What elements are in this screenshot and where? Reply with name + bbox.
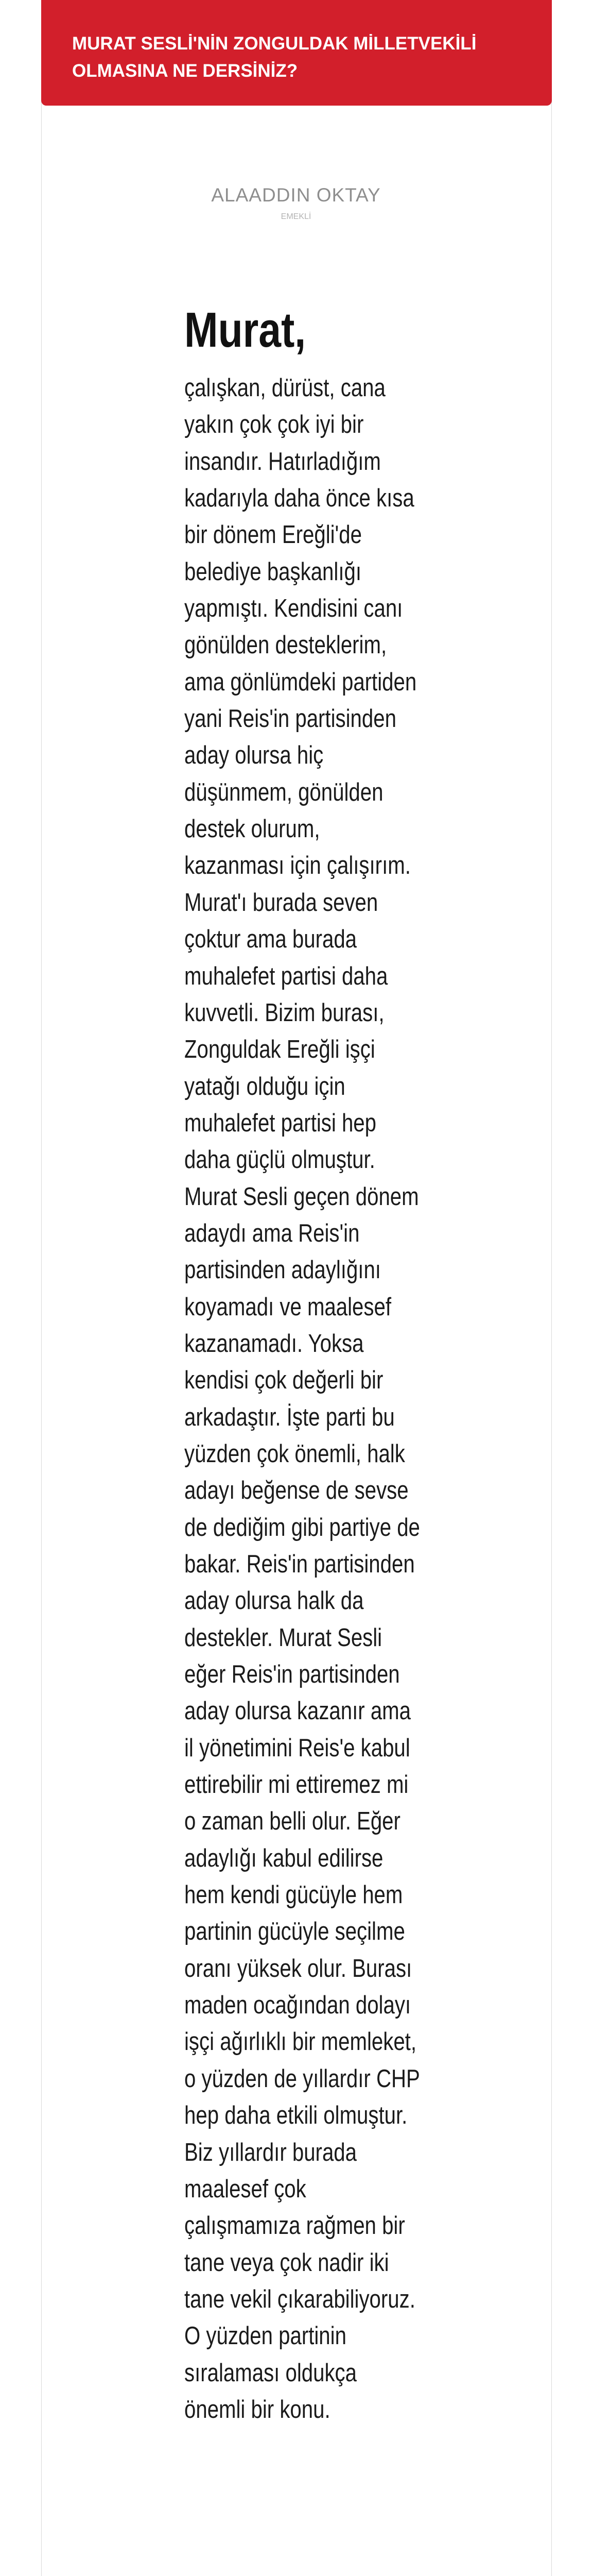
author-name: ALAADDIN OKTAY	[211, 184, 381, 206]
question-title: MURAT SESLİ'NİN ZONGULDAK MİLLETVEKİLİ OLMASINA NE DERSİNİZ?	[72, 33, 477, 81]
article-lead: Murat,	[184, 302, 306, 358]
question-banner	[41, 0, 552, 106]
author-role: EMEKLİ	[281, 212, 311, 221]
article-body: çalışkan, dürüst, cana yakın çok çok iyi bir insandır. Hatırladığım kadarıyla daha önce kısa bir dönem Ereğli'de belediye başkanlığı yapmıştı. Kendisini canı gönülden desteklerim, ama gönlümdeki partiden yani Reis'in partisinden aday olursa hiç düşünmem, gönülden destek olurum, kazanması için çalışırım. Murat'ı burada seven çoktur ama burada muhalefet partisi daha kuvvetli. Bizim burası, Zonguldak Ereğli işçi yatağı olduğu için muhalefet partisi hep daha güçlü olmuştur. Murat Sesli geçen dönem adaydı ama Reis'in partisinden adaylığını koyamadı ve maalesef kazanamadı. Yoksa kendisi çok değerli bir arkadaştır. İşte parti bu yüzden çok önemli, halk adayı beğense de sevse de dediğim gibi partiye de bakar. Reis'in partisinden aday olursa halk da destekler. Murat Sesli eğer Reis'in partisinden aday olursa kazanır ama il yönetimini Reis'e kabul ettirebilir mi ettiremez mi o zaman belli olur. Eğer adaylığı kabul edilirse hem kendi gücüyle hem partinin gücüyle seçilme oranı yüksek olur. Burası maden ocağından dolayı işçi ağırlıklı bir memleket, o yüzden de yıllardır CHP hep daha etkili olmuştur. Biz yıllardır burada maalesef çok çalışmamıza rağmen bir tane veya çok nadir iki tane vekil çıkarabiliyoruz. O yüzden partinin sıralaması oldukça önemli bir konu.	[184, 374, 420, 2424]
